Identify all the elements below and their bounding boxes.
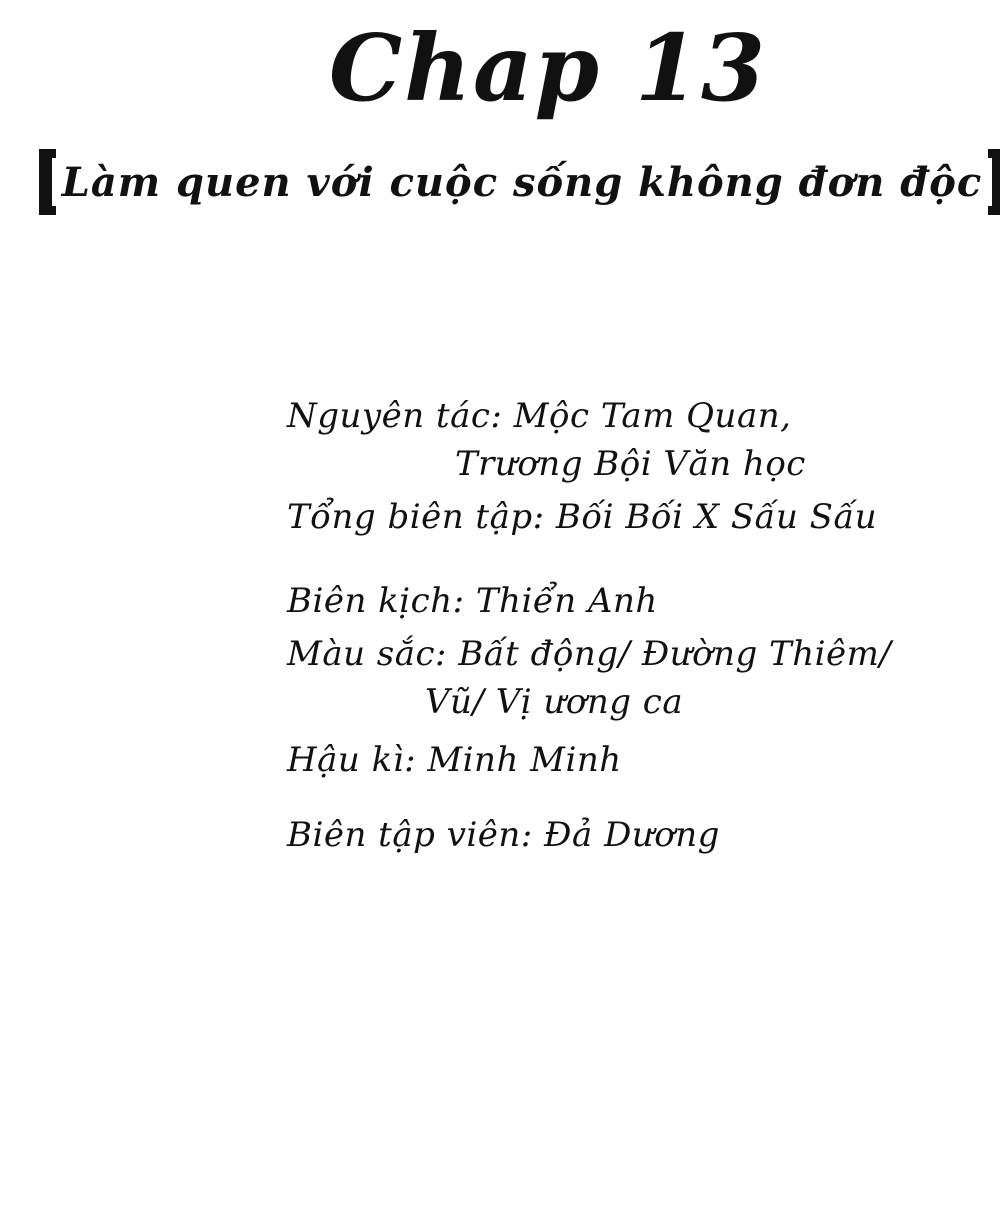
credit-line-post-production: Hậu kì: Minh Minh — [287, 740, 622, 780]
credit-line-original-work-continued: Trương Bội Văn học — [455, 444, 806, 484]
chapter-subtitle: Làm quen với cuộc sống không đơn độc — [61, 158, 983, 206]
bracket-open-icon — [39, 149, 56, 215]
credit-line-editor-in-chief: Tổng biên tập: Bối Bối X Sấu Sấu — [287, 497, 878, 537]
bracket-close-icon — [988, 149, 1000, 215]
chapter-title: Chap 13 — [328, 14, 768, 122]
credit-line-colorist-continued: Vũ/ Vị ương ca — [425, 682, 684, 722]
credit-line-editor: Biên tập viên: Đả Dương — [287, 815, 720, 855]
credit-line-colorist: Màu sắc: Bất động/ Đường Thiêm/ — [287, 634, 892, 674]
credit-line-original-work: Nguyên tác: Mộc Tam Quan, — [287, 396, 792, 436]
chapter-subtitle-row — [22, 142, 1000, 222]
credits-block — [287, 392, 891, 859]
credit-line-screenwriter: Biên kịch: Thiển Anh — [287, 581, 658, 621]
